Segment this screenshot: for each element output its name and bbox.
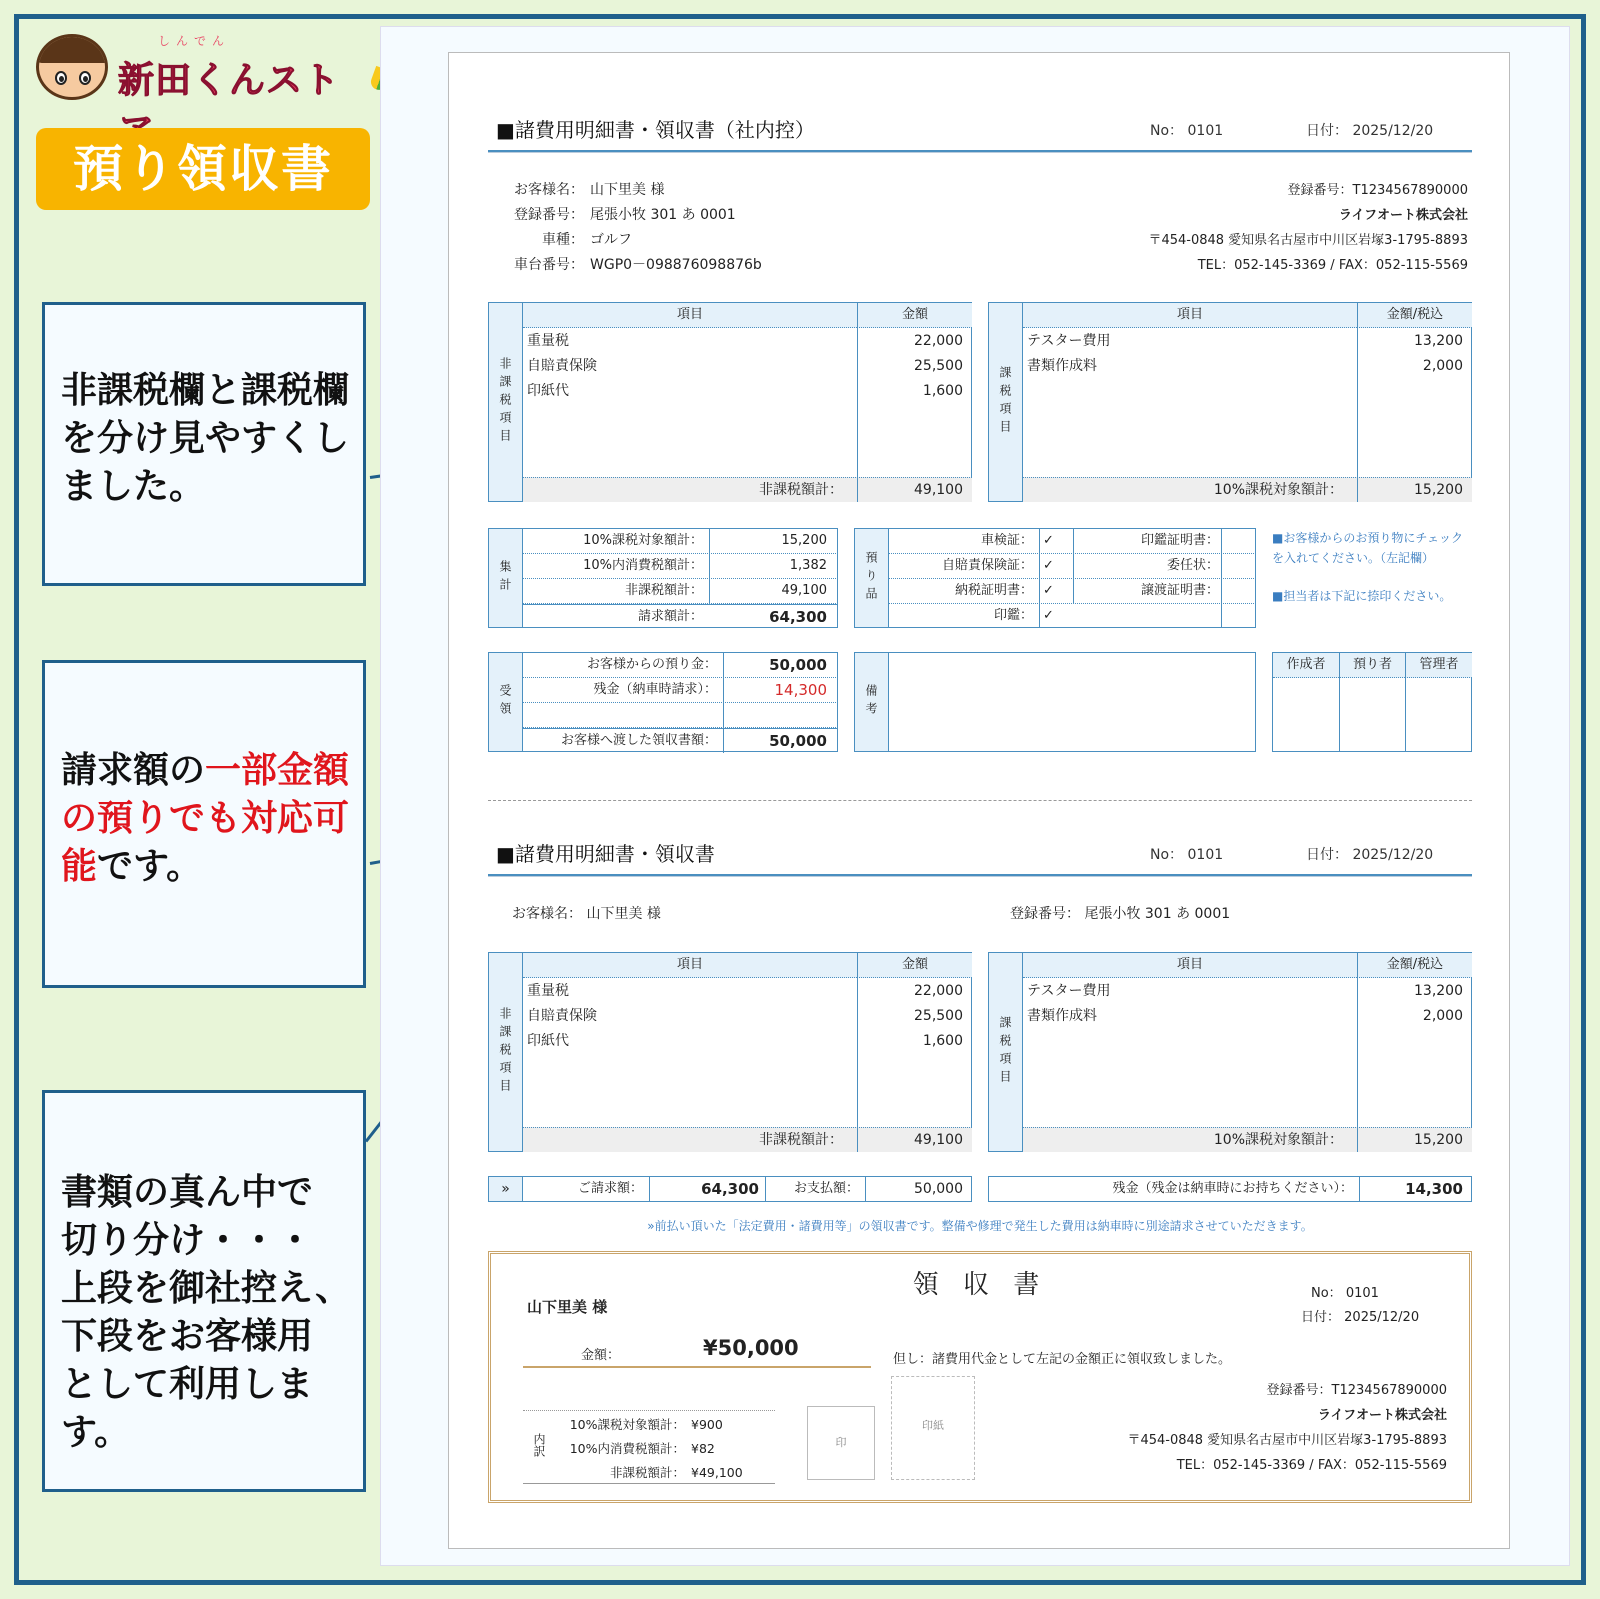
mascot-face-icon bbox=[36, 34, 108, 100]
top-no: No： 0101 bbox=[1150, 123, 1224, 139]
divider bbox=[488, 874, 1472, 877]
cut-line bbox=[488, 800, 1472, 801]
bottom-reg: 登録番号： 尾張小牧 301 あ 0001 bbox=[1010, 906, 1231, 922]
stamp-table: 作成者 預り者 管理者 bbox=[1272, 652, 1472, 752]
callout-3-line: 上段を御社控え、 bbox=[61, 1268, 352, 1309]
seal-box: 印 bbox=[807, 1406, 875, 1480]
top-values: 山下里美 様 尾張小牧 301 あ 0001 ゴルフ WGP0－098876098876b bbox=[590, 178, 890, 278]
bottom-notice: »前払い頂いた「法定費用・諸費用等」の領収書です。整備や修理で発生した費用は納車時に別途請求させていただきます。 bbox=[647, 1219, 1313, 1233]
col-header: 項目 bbox=[523, 303, 857, 328]
receipt-card bbox=[488, 1251, 1472, 1503]
receipt-title: 領 収 書 bbox=[912, 1270, 1048, 1300]
receipt-customer: 山下里美 様 bbox=[527, 1298, 608, 1316]
nontax-table-bottom: 非課税項目 項目 金額 重量税 自賠責保険 印紙代 22,000 25,500 1,600 非課税額計： 49,100 bbox=[488, 952, 972, 1152]
page-title: 預り領収書 bbox=[36, 128, 370, 210]
tax-table bbox=[988, 302, 1472, 502]
remarks-box[interactable]: 備考 bbox=[854, 652, 1256, 752]
logo-ruby: しんでん bbox=[158, 34, 231, 48]
received-table: 受領 お客様からの預り金： 50,000 残金（納車時請求）： 14,300 お客様へ渡した領収書額： 50,000 bbox=[488, 652, 838, 752]
top-labels: お客様名： 登録番号： 車種： 車台番号： bbox=[514, 182, 584, 273]
item-column: 重量税 自賠責保険 印紙代 bbox=[527, 333, 597, 399]
nontax-side: 非課税項目 bbox=[489, 303, 523, 501]
col-header: 項目 bbox=[1023, 303, 1357, 328]
nontax-table bbox=[488, 302, 972, 502]
callout-3-line: 書類の真ん中で bbox=[61, 1172, 314, 1213]
receipt-amount: ¥50,000 bbox=[703, 1336, 799, 1360]
bottom-date: 日付： 2025/12/20 bbox=[1306, 847, 1434, 863]
bill-row: » ご請求額： 64,300 お支払額： 50,000 bbox=[488, 1176, 972, 1202]
receipt-amount-row: 金額： ¥50,000 bbox=[523, 1334, 871, 1368]
deposit-items-table: 預り品 車検証： ✓ 印鑑証明書： 自賠責保険証： ✓ 委任状： 納税証明書： ✓ 譲渡証明書： 印鑑： ✓ bbox=[854, 528, 1256, 628]
callout-3-line: 下段をお客様用 bbox=[61, 1316, 314, 1357]
customer-name: 山下里美 様 bbox=[590, 182, 665, 198]
logo-name: 新田くんスト bbox=[118, 60, 341, 101]
callout-3-line: として利用します。 bbox=[61, 1364, 314, 1453]
divider bbox=[488, 150, 1472, 153]
bottom-title: ■諸費用明細書・領収書 bbox=[496, 842, 715, 866]
store-logo bbox=[36, 32, 366, 104]
top-title: ■諸費用明細書・領収書（社内控） bbox=[496, 118, 815, 142]
rest-row: 残金（残金は納車時にお持ちください）： 14,300 bbox=[988, 1176, 1472, 1202]
receipt-memo: 但し：諸費用代金として左記の金額正に領収致しました。 bbox=[893, 1352, 1232, 1367]
revenue-stamp-box: 印紙 bbox=[891, 1376, 975, 1480]
callout-1-text: 非課税欄と課税欄を分け見やすくしました。 bbox=[61, 370, 350, 507]
callout-2 bbox=[42, 660, 366, 988]
amount-column: 13,200 2,000 bbox=[1414, 333, 1463, 374]
nontax-total: 非課税額計： 49,100 bbox=[523, 477, 972, 502]
callout-2-text-a: 請求額の bbox=[61, 750, 206, 791]
tax-side: 課税項目 bbox=[989, 303, 1023, 501]
receipt-no: No： 0101 bbox=[1311, 1286, 1379, 1301]
amount-column: 22,000 25,500 1,600 bbox=[914, 333, 963, 399]
receipt-date: 日付： 2025/12/20 bbox=[1301, 1310, 1420, 1325]
item-column: テスター費用 書類作成料 bbox=[1027, 333, 1111, 374]
col-header: 金額/税込 bbox=[1357, 303, 1472, 328]
callout-1 bbox=[42, 302, 366, 586]
tax-total: 10%課税対象額計： 15,200 bbox=[1023, 477, 1472, 502]
note-1: ■お客様からのお預り物にチェックを入れてください。（左記欄） bbox=[1272, 531, 1463, 565]
callout-3-line: 切り分け・・・ bbox=[61, 1220, 314, 1261]
bottom-no: No： 0101 bbox=[1150, 847, 1224, 863]
receipt-company: 登録番号：T1234567890000 ライフオート株式会社 〒454-0848 愛知県名古屋市中川区岩塚3-1795-8893 TEL：052-145-3369 / FAX：052-115-5569 bbox=[1127, 1383, 1447, 1473]
callout-2-text-c: です。 bbox=[97, 846, 203, 887]
summary-table: 集計 10%課税対象額計： 15,200 10%内消費税額計： 1,382 非課税額計： 49,100 請求額計： 64,300 bbox=[488, 528, 838, 628]
tax-table-bottom: 課税項目 項目 金額/税込 テスター費用 書類作成料 13,200 2,000 10%課税対象額計： 15,200 bbox=[988, 952, 1472, 1152]
callout-2-highlight: 一部金額の預りでも対応可能 bbox=[61, 750, 350, 887]
bottom-customer: お客様名： 山下里美 様 bbox=[512, 906, 661, 922]
receipt-breakdown: 内訳 10%課税対象額計： 10%内消費税額計： 非課税額計： ¥900 ¥82 ¥49,100 bbox=[523, 1410, 775, 1484]
top-date: 日付： 2025/12/20 bbox=[1306, 123, 1434, 139]
note-2: ■担当者は下記に捺印ください。 bbox=[1272, 589, 1452, 603]
col-header: 金額 bbox=[857, 303, 972, 328]
company-info: 登録番号：T1234567890000 ライフオート株式会社 〒454-0848 愛知県名古屋市中川区岩塚3-1795-8893 TEL：052-145-3369 / FAX：052-115-5569 bbox=[1148, 183, 1468, 273]
callout-3 bbox=[42, 1090, 366, 1492]
